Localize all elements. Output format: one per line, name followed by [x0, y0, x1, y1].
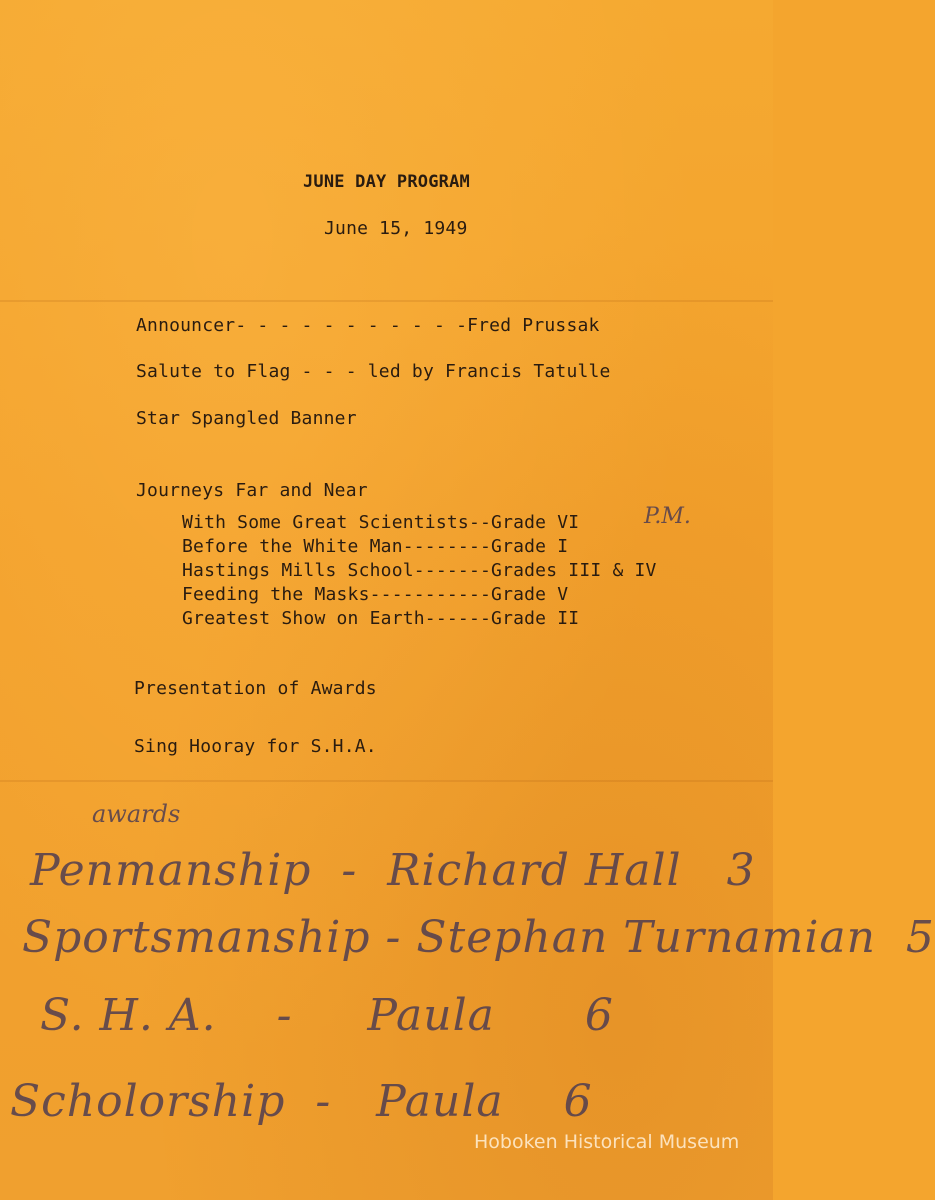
journey-item: With Some Great Scientists--Grade VI	[182, 512, 580, 533]
journey-item: Before the White Man--------Grade I	[182, 536, 569, 557]
paper-crease	[0, 780, 773, 782]
program-title: JUNE DAY PROGRAM	[303, 172, 470, 192]
handwritten-award-line: Scholorship - Paula 6	[10, 1076, 593, 1127]
handwritten-award-line: S. H. A. - Paula 6	[40, 990, 614, 1041]
journey-item: Greatest Show on Earth------Grade II	[182, 608, 580, 629]
handwritten-award-line: Penmanship - Richard Hall 3	[30, 845, 756, 896]
journey-item: Feeding the Masks-----------Grade V	[182, 584, 569, 605]
item-announcer: Announcer- - - - - - - - - - -Fred Prussak	[136, 315, 600, 336]
journey-item: Hastings Mills School-------Grades III & IV	[182, 560, 657, 581]
item-salute-to-flag: Salute to Flag - - - led by Francis Tatulle	[136, 361, 611, 382]
item-sing-hooray: Sing Hooray for S.H.A.	[134, 736, 377, 757]
museum-watermark: Hoboken Historical Museum	[474, 1131, 740, 1153]
handwritten-pm-note: P.M.	[644, 504, 691, 529]
program-date: June 15, 1949	[324, 218, 468, 239]
item-star-spangled-banner: Star Spangled Banner	[136, 408, 357, 429]
item-presentation-of-awards: Presentation of Awards	[134, 678, 377, 699]
paper-crease	[0, 300, 773, 302]
handwritten-award-line: Sportsmanship - Stephan Turnamian 5	[22, 912, 935, 963]
handwritten-awards-label: awards	[92, 800, 181, 828]
item-journeys-heading: Journeys Far and Near	[136, 480, 368, 501]
